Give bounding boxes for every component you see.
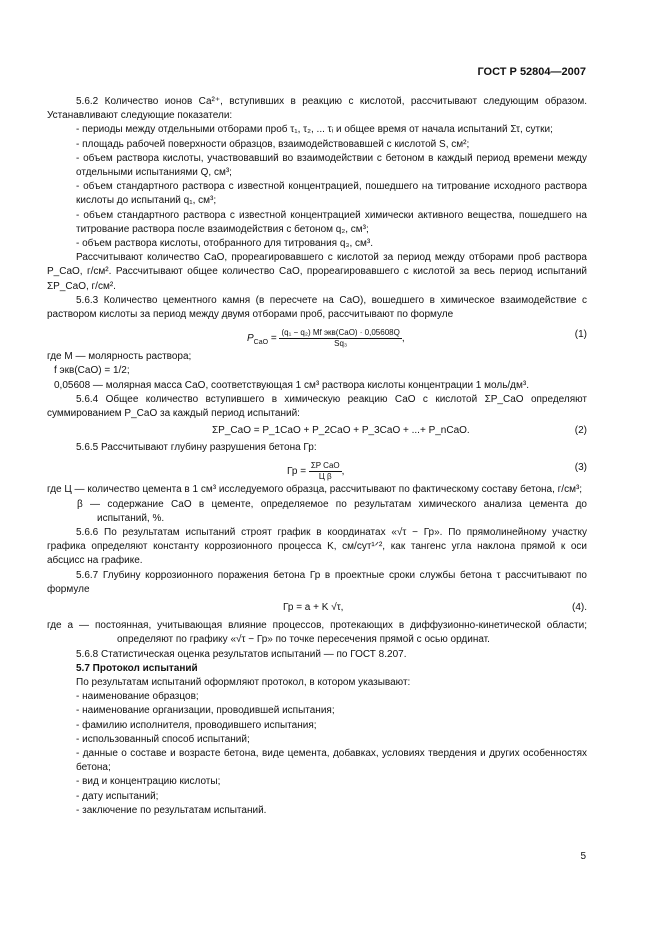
list-item: - объем раствора кислоты, отобранного для титрования q₃, см³. [76,238,374,250]
list-item: - дату испытаний; [76,790,159,802]
formula-3-number: (3) [574,462,587,474]
formula-4-number: (4). [572,602,587,614]
where-fekv: f экв(CaO) = 1/2; [54,365,130,377]
section-5-6-2-calc: Рассчитывают количество СаО, прореагировавшего с кислотой за период между отборами проб раствора P_CaO, г/см². Рассчитывают общее количество СаО, прореагировавшего с кислотой за весь период испытаний ΣP_CaO, г/см². [47,252,587,292]
formula-1-expression: $P_{CaO}$ = $\frac{\text{(q₁ − q₂) Mf экв(CaO) · 0,05608Q}}{\text{Sq₃}}$ , [247,328,405,349]
where-beta: β — содержание СаО в цементе, определяемое по результатам химического анализа цемента до испытаний, %. [77,498,587,524]
section-5-6-7: 5.6.7 Глубину коррозионного поражения бетона Гр в проектные сроки службы бетона τ рассчитывают по формуле [47,569,587,595]
section-5-6-3: 5.6.3 Количество цементного камня (в пересчете на СаО), вошедшего в химическое взаимодействие с раствором кислоты за период между двумя отборами проб, рассчитывают по формуле [47,294,587,321]
formula-3 [47,455,587,483]
list-item: - площадь рабочей поверхности образцов, взаимодействовавшей с кислотой S, см²; [76,138,470,150]
formula-4-expression: Гр = a + K √τ, [283,602,344,614]
where-a: где a — постоянная, учитывающая влияние процессов, протекающих в диффузионно-кинетической области; определяют по графику «√τ − Гр» по точке пересечения прямой с осью ординат. [47,620,587,646]
formula-1-fraction: $\frac{\text{(q₁ − q₂) Mf экв(CaO) · 0,05608Q}}{\text{Sq₃}}$ [281,328,400,349]
where-cement: где Ц — количество цемента в 1 см³ исследуемого образца, рассчитывают по фактическому составу бетона, г/см³; [47,484,583,496]
formula-3-expression: Гр = $\frac{\text{ΣP CaO}}{\text{Ц β}}$ , [287,461,345,482]
page-content [47,95,587,818]
section-5-7-title: 5.7 Протокол испытаний [76,662,198,674]
section-5-6-5: 5.6.5 Рассчитывают глубину разрушения бетона Гр: [76,442,317,454]
list-item: - наименование образцов; [76,691,199,703]
formula-3-fraction: $\frac{\text{ΣP CaO}}{\text{Ц β}}$ [310,461,340,482]
list-item: - периоды между отдельными отборами проб τ₁, τ₂, ... τᵢ и общее время от начала испытаний Στ, сутки; [76,124,553,136]
list-item: - объем раствора кислоты, участвовавший во взаимодействии с бетоном в каждый период времени между отдельными испытаниями Q, см³; [76,152,587,179]
section-5-6-6: 5.6.6 По результатам испытаний строят график в координатах «√τ − Гр». По прямолинейному участку графика определяют константу коррозионного процесса K, см/сут¹ᐟ², как тангенс угла наклона прямой к оси абсцисс на графике. [47,527,587,567]
section-5-7-intro: По результатам испытаний оформляют протокол, в котором указывают: [76,676,411,688]
formula-4 [47,597,587,619]
section-5-6-4: 5.6.4 Общее количество вступившего в химическую реакцию СаО с кислотой ΣP_CaO определяют суммированием P_CaO за каждый период испытаний: [47,393,587,420]
where-molar-mass: 0,05608 — молярная масса СаО, соответствующая 1 см³ раствора кислоты концентрации 1 моль/дм³. [54,379,529,391]
list-item: - заключение по результатам испытаний. [76,804,267,816]
list-item: - наименование организации, проводившей испытания; [76,705,335,717]
section-5-6-8: 5.6.8 Статистическая оценка результатов испытаний — по ГОСТ 8.207. [76,648,407,660]
list-item: - фамилию исполнителя, проводившего испытания; [76,719,317,731]
formula-2-expression: ΣP_CaO = P_1CaO + P_2CaO + P_3CaO + ...+ P_nCaO. [212,425,470,437]
where-molarity: где M — молярность раствора; [47,351,192,363]
formula-1-number: (1) [574,329,587,341]
formula-1 [47,322,587,350]
formula-2-number: (2) [574,425,587,437]
page-number: 5 [580,851,586,862]
list-item: - объем стандартного раствора с известной концентрацией химически активного вещества, пошедшего на титрование раствора после взаимодействия с бетоном q₂, см³; [76,209,587,235]
list-item: - объем стандартного раствора с известной концентрацией, пошедшего на титрование исходного раствора кислоты до испытаний q₁, см³; [76,181,587,207]
standard-header: ГОСТ Р 52804—2007 [477,66,586,78]
list-item: - вид и концентрацию кислоты; [76,776,221,788]
section-5-6-2-intro: 5.6.2 Количество ионов Са²⁺, вступивших в реакцию с кислотой, рассчитывают следующим образом. Устанавливают следующие показатели: [47,96,587,122]
list-item: - использованный способ испытаний; [76,733,250,745]
formula-2 [47,421,587,441]
list-item: - данные о составе и возрасте бетона, виде цемента, добавках, условиях твердения и других особенностях бетона; [76,747,587,774]
